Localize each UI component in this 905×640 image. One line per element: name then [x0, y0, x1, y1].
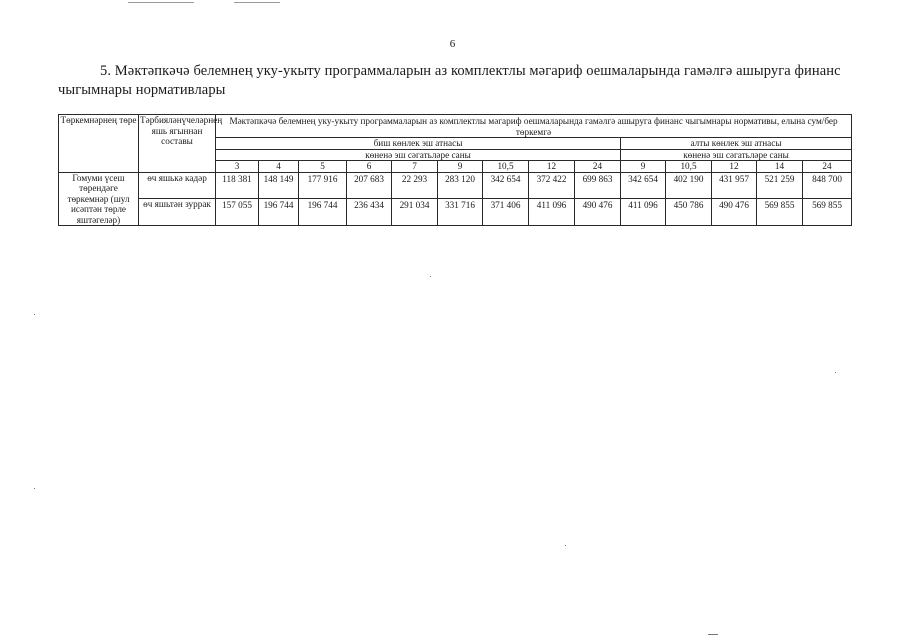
- value-cell: 331 716: [438, 199, 483, 226]
- financing-norms-table: [58, 114, 852, 226]
- top-rule-right: [234, 2, 280, 3]
- hours-cell: 14: [757, 161, 803, 173]
- hours-cell: 9: [438, 161, 483, 173]
- scan-speck: [430, 276, 431, 277]
- value-cell: 196 744: [299, 199, 347, 226]
- top-rule-left: [128, 2, 194, 3]
- value-cell: 402 190: [666, 172, 712, 199]
- hours-cell: 7: [392, 161, 438, 173]
- hours-cell: 9: [621, 161, 666, 173]
- section-title: 5. Мәктәпкәчә белемнең уку-укыту программаларын аз комплектлы мәгариф оешмаларында гамәлгә ашыруга финанс чыгымнары нормативлары: [58, 63, 841, 98]
- table-row: [59, 199, 852, 226]
- six-day-week-header: алты көнлек эш атнасы: [621, 138, 852, 150]
- hours-cell: 10,5: [483, 161, 529, 173]
- main-header: Мәктәпкәчә белемнең уку-укыту программаларын аз комплектлы мәгариф оешмаларында гамәлгә ашыруга финанс чыгымнары нормативы, елына сум/бер төркемгә: [216, 115, 852, 138]
- age-cell: өч яшькә кадәр: [139, 172, 216, 199]
- value-cell: 490 476: [575, 199, 621, 226]
- value-cell: 450 786: [666, 199, 712, 226]
- value-cell: 569 855: [803, 199, 852, 226]
- hours-cell: 12: [529, 161, 575, 173]
- value-cell: 22 293: [392, 172, 438, 199]
- value-cell: 371 406: [483, 199, 529, 226]
- hours-cell: 10,5: [666, 161, 712, 173]
- scan-speck: [835, 372, 836, 373]
- hours-cell: 24: [803, 161, 852, 173]
- value-cell: 342 654: [621, 172, 666, 199]
- col-header-age: Тәрбияләнүчеләрнең яшь ягыннан составы: [139, 115, 216, 173]
- value-cell: 431 957: [712, 172, 757, 199]
- value-cell: 236 434: [347, 199, 392, 226]
- scan-speck: [34, 314, 35, 315]
- value-cell: 411 096: [621, 199, 666, 226]
- value-cell: 196 744: [259, 199, 299, 226]
- header-row-main: [59, 115, 852, 138]
- hours-cell: 5: [299, 161, 347, 173]
- value-cell: 699 863: [575, 172, 621, 199]
- value-cell: 521 259: [757, 172, 803, 199]
- value-cell: 207 683: [347, 172, 392, 199]
- value-cell: 848 700: [803, 172, 852, 199]
- col-header-group-type: Төркемнәрнең төре: [59, 115, 139, 173]
- hours-cell: 12: [712, 161, 757, 173]
- value-cell: 342 654: [483, 172, 529, 199]
- hours-cell: 6: [347, 161, 392, 173]
- value-cell: 118 381: [216, 172, 259, 199]
- value-cell: 177 916: [299, 172, 347, 199]
- scan-speck: [34, 488, 35, 489]
- value-cell: 283 120: [438, 172, 483, 199]
- scan-speck: [565, 545, 566, 546]
- value-cell: 569 855: [757, 199, 803, 226]
- value-cell: 490 476: [712, 199, 757, 226]
- hours-label-five: көненә эш сәгатьләре саны: [216, 149, 621, 161]
- page-number: 6: [449, 38, 456, 50]
- table-row: [59, 172, 852, 199]
- value-cell: 148 149: [259, 172, 299, 199]
- scan-speck: [708, 634, 718, 635]
- group-name-cell: Гомуми үсеш төрендәге төркемнәр (шул исәптән төрле яштәгеләр): [59, 172, 139, 226]
- value-cell: 291 034: [392, 199, 438, 226]
- value-cell: 372 422: [529, 172, 575, 199]
- hours-cell: 24: [575, 161, 621, 173]
- five-day-week-header: биш көнлек эш атнасы: [216, 138, 621, 150]
- hours-cell: 4: [259, 161, 299, 173]
- hours-cell: 3: [216, 161, 259, 173]
- age-cell: өч яшьтән зуррак: [139, 199, 216, 226]
- value-cell: 157 055: [216, 199, 259, 226]
- hours-label-six: көненә эш сәгатьләре саны: [621, 149, 852, 161]
- value-cell: 411 096: [529, 199, 575, 226]
